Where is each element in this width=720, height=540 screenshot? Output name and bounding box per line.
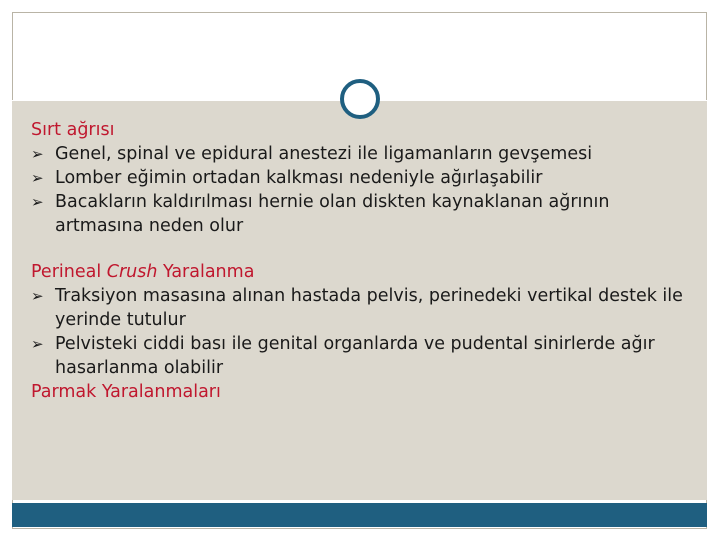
arrow-bullet-icon: ➢ — [31, 287, 44, 305]
arrow-bullet-icon: ➢ — [31, 145, 44, 163]
arrow-bullet-icon: ➢ — [31, 335, 44, 353]
list-item-text: Traksiyon masasına alınan hastada pelvis, perinedeki vertikal destek ile yerinde tutulur — [55, 286, 683, 330]
slide-body — [31, 118, 701, 404]
list-item-text: Pelvisteki ciddi bası ile genital organlarda ve pudental sinirlerde ağır hasarlanma olabilir — [55, 334, 655, 378]
heading-perineal-crush — [31, 260, 701, 284]
heading-part-italic: Crush — [106, 262, 158, 282]
arrow-bullet-icon: ➢ — [31, 169, 44, 187]
list-item — [31, 284, 701, 332]
list-item-text: Genel, spinal ve epidural anestezi ile ligamanların gevşemesi — [55, 144, 593, 164]
heading-part: Perineal — [31, 262, 107, 282]
list-item-text: Lomber eğimin ortadan kalkması nedeniyle ağırlaşabilir — [55, 168, 543, 188]
list-item — [31, 332, 701, 380]
heading-sirt-agrisi: Sırt ağrısı — [31, 120, 115, 140]
list-item — [31, 190, 701, 238]
heading-parmak-yaralanmalari: Parmak Yaralanmaları — [31, 382, 221, 402]
heading-part: Yaralanma — [157, 262, 255, 282]
circle-ornament-icon — [340, 79, 380, 119]
arrow-bullet-icon: ➢ — [31, 193, 44, 211]
list-item — [31, 142, 701, 166]
list-item-text: Bacakların kaldırılması hernie olan diskten kaynaklanan ağrının artmasına neden olur — [55, 192, 610, 236]
footer-bar — [12, 503, 707, 527]
list-item — [31, 166, 701, 190]
